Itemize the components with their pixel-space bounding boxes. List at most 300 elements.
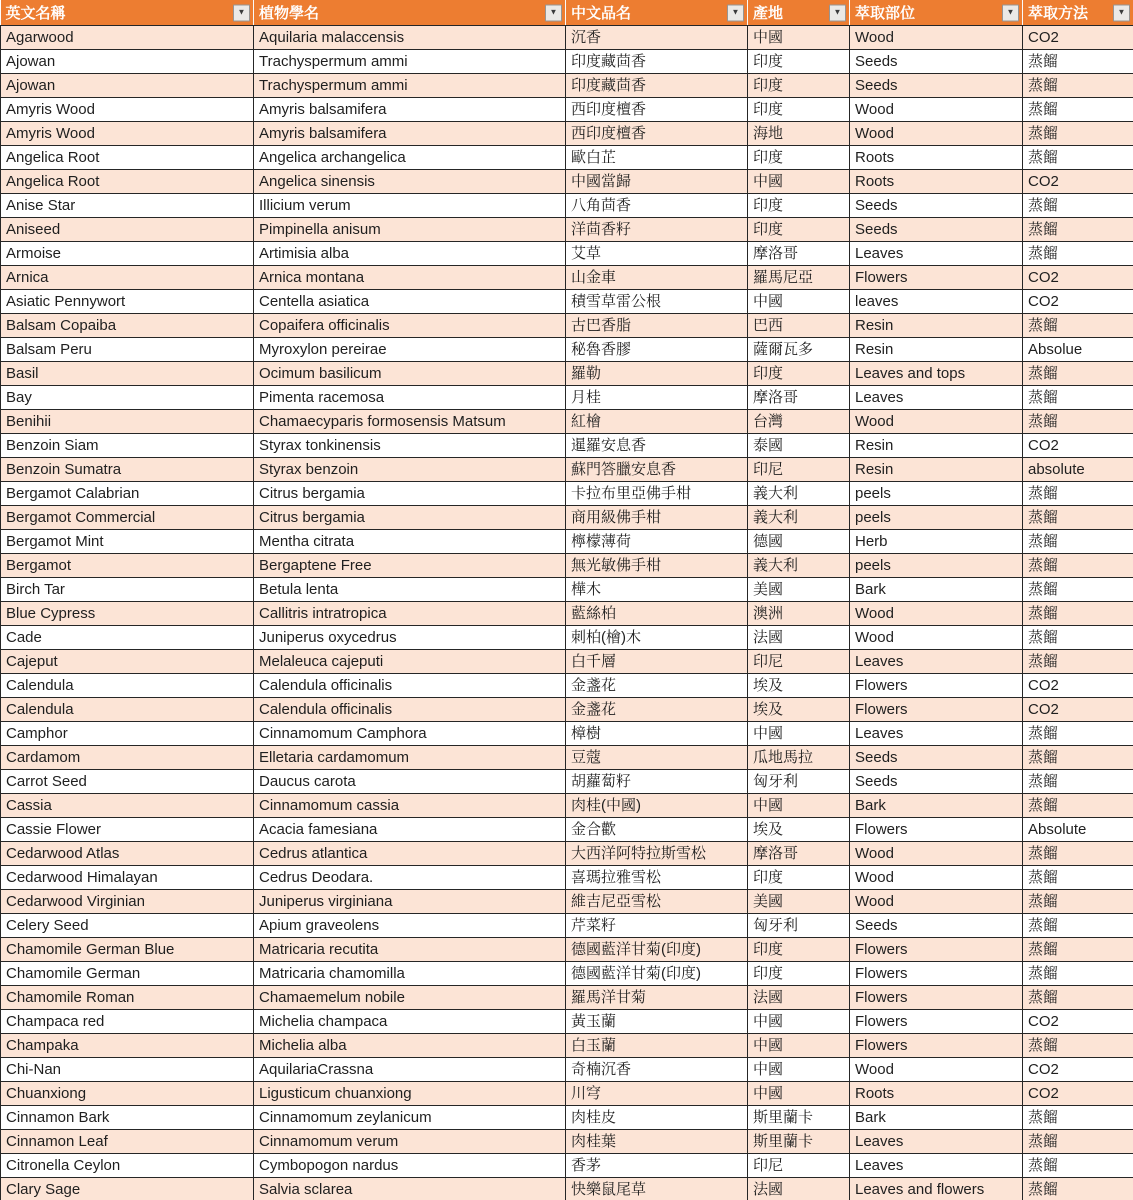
cell-extraction-part[interactable]: Leaves bbox=[850, 386, 1023, 410]
cell-chinese-name[interactable]: 藍絲柏 bbox=[566, 602, 748, 626]
cell-extraction-part[interactable]: leaves bbox=[850, 290, 1023, 314]
cell-chinese-name[interactable]: 奇楠沉香 bbox=[566, 1058, 748, 1082]
cell-extraction-part[interactable]: Flowers bbox=[850, 1010, 1023, 1034]
cell-extraction-part[interactable]: Herb bbox=[850, 530, 1023, 554]
cell-botanical-name[interactable]: Amyris balsamifera bbox=[254, 98, 566, 122]
cell-extraction-part[interactable]: Leaves bbox=[850, 1130, 1023, 1154]
cell-extraction-part[interactable]: Seeds bbox=[850, 74, 1023, 98]
cell-origin[interactable]: 澳洲 bbox=[748, 602, 850, 626]
cell-origin[interactable]: 海地 bbox=[748, 122, 850, 146]
cell-extraction-method[interactable]: 蒸餾 bbox=[1023, 986, 1133, 1010]
cell-origin[interactable]: 印度 bbox=[748, 98, 850, 122]
cell-extraction-part[interactable]: Seeds bbox=[850, 770, 1023, 794]
cell-origin[interactable]: 斯里蘭卡 bbox=[748, 1106, 850, 1130]
cell-english-name[interactable]: Anise Star bbox=[1, 194, 254, 218]
cell-chinese-name[interactable]: 中國當歸 bbox=[566, 170, 748, 194]
cell-extraction-part[interactable]: Flowers bbox=[850, 962, 1023, 986]
cell-botanical-name[interactable]: Cedrus atlantica bbox=[254, 842, 566, 866]
column-header-origin[interactable] bbox=[748, 0, 850, 26]
cell-origin[interactable]: 義大利 bbox=[748, 506, 850, 530]
filter-dropdown-button[interactable] bbox=[829, 4, 846, 21]
column-header-extraction-part[interactable] bbox=[850, 0, 1023, 26]
cell-chinese-name[interactable]: 洋茴香籽 bbox=[566, 218, 748, 242]
cell-botanical-name[interactable]: Ocimum basilicum bbox=[254, 362, 566, 386]
cell-chinese-name[interactable]: 樟樹 bbox=[566, 722, 748, 746]
cell-chinese-name[interactable]: 樺木 bbox=[566, 578, 748, 602]
cell-botanical-name[interactable]: Calendula officinalis bbox=[254, 698, 566, 722]
cell-extraction-part[interactable]: Leaves bbox=[850, 650, 1023, 674]
cell-origin[interactable]: 摩洛哥 bbox=[748, 842, 850, 866]
cell-extraction-method[interactable]: 蒸餾 bbox=[1023, 1178, 1133, 1200]
cell-extraction-part[interactable]: Flowers bbox=[850, 266, 1023, 290]
cell-origin[interactable]: 薩爾瓦多 bbox=[748, 338, 850, 362]
cell-origin[interactable]: 義大利 bbox=[748, 554, 850, 578]
cell-botanical-name[interactable]: Michelia alba bbox=[254, 1034, 566, 1058]
cell-english-name[interactable]: Cedarwood Virginian bbox=[1, 890, 254, 914]
cell-extraction-method[interactable]: 蒸餾 bbox=[1023, 218, 1133, 242]
cell-botanical-name[interactable]: Citrus bergamia bbox=[254, 506, 566, 530]
cell-extraction-method[interactable]: CO2 bbox=[1023, 674, 1133, 698]
cell-english-name[interactable]: Balsam Copaiba bbox=[1, 314, 254, 338]
cell-english-name[interactable]: Champaca red bbox=[1, 1010, 254, 1034]
cell-extraction-method[interactable]: 蒸餾 bbox=[1023, 74, 1133, 98]
cell-origin[interactable]: 埃及 bbox=[748, 674, 850, 698]
cell-extraction-part[interactable]: Seeds bbox=[850, 194, 1023, 218]
cell-english-name[interactable]: Asiatic Pennywort bbox=[1, 290, 254, 314]
cell-extraction-method[interactable]: 蒸餾 bbox=[1023, 530, 1133, 554]
cell-origin[interactable]: 印度 bbox=[748, 146, 850, 170]
cell-extraction-part[interactable]: Leaves and tops bbox=[850, 362, 1023, 386]
cell-extraction-method[interactable]: CO2 bbox=[1023, 434, 1133, 458]
cell-extraction-part[interactable]: Seeds bbox=[850, 914, 1023, 938]
cell-extraction-part[interactable]: Leaves and flowers bbox=[850, 1178, 1023, 1200]
cell-extraction-method[interactable]: 蒸餾 bbox=[1023, 242, 1133, 266]
cell-chinese-name[interactable]: 歐白芷 bbox=[566, 146, 748, 170]
cell-extraction-part[interactable]: Wood bbox=[850, 602, 1023, 626]
cell-chinese-name[interactable]: 紅檜 bbox=[566, 410, 748, 434]
cell-chinese-name[interactable]: 金盞花 bbox=[566, 698, 748, 722]
cell-extraction-part[interactable]: Leaves bbox=[850, 1154, 1023, 1178]
cell-english-name[interactable]: Chuanxiong bbox=[1, 1082, 254, 1106]
cell-english-name[interactable]: Calendula bbox=[1, 698, 254, 722]
cell-botanical-name[interactable]: Myroxylon pereirae bbox=[254, 338, 566, 362]
cell-botanical-name[interactable]: Melaleuca cajeputi bbox=[254, 650, 566, 674]
cell-chinese-name[interactable]: 金盞花 bbox=[566, 674, 748, 698]
cell-extraction-method[interactable]: 蒸餾 bbox=[1023, 890, 1133, 914]
cell-english-name[interactable]: Blue Cypress bbox=[1, 602, 254, 626]
cell-origin[interactable]: 美國 bbox=[748, 890, 850, 914]
cell-extraction-part[interactable]: Wood bbox=[850, 842, 1023, 866]
cell-extraction-method[interactable]: absolute bbox=[1023, 458, 1133, 482]
cell-chinese-name[interactable]: 刺柏(檜)木 bbox=[566, 626, 748, 650]
cell-extraction-part[interactable]: Bark bbox=[850, 794, 1023, 818]
cell-chinese-name[interactable]: 月桂 bbox=[566, 386, 748, 410]
cell-chinese-name[interactable]: 肉桂(中國) bbox=[566, 794, 748, 818]
cell-extraction-part[interactable]: peels bbox=[850, 554, 1023, 578]
cell-english-name[interactable]: Chamomile German Blue bbox=[1, 938, 254, 962]
cell-extraction-part[interactable]: peels bbox=[850, 506, 1023, 530]
cell-origin[interactable]: 匈牙利 bbox=[748, 770, 850, 794]
cell-extraction-method[interactable]: 蒸餾 bbox=[1023, 794, 1133, 818]
cell-botanical-name[interactable]: Aquilaria malaccensis bbox=[254, 26, 566, 50]
cell-english-name[interactable]: Balsam Peru bbox=[1, 338, 254, 362]
cell-origin[interactable]: 印度 bbox=[748, 938, 850, 962]
cell-chinese-name[interactable]: 肉桂皮 bbox=[566, 1106, 748, 1130]
cell-extraction-part[interactable]: Wood bbox=[850, 26, 1023, 50]
cell-english-name[interactable]: Benzoin Siam bbox=[1, 434, 254, 458]
cell-extraction-method[interactable]: 蒸餾 bbox=[1023, 1154, 1133, 1178]
cell-botanical-name[interactable]: Bergaptene Free bbox=[254, 554, 566, 578]
cell-botanical-name[interactable]: Cinnamomum zeylanicum bbox=[254, 1106, 566, 1130]
cell-chinese-name[interactable]: 胡蘿蔔籽 bbox=[566, 770, 748, 794]
cell-extraction-method[interactable]: 蒸餾 bbox=[1023, 962, 1133, 986]
cell-extraction-part[interactable]: Flowers bbox=[850, 986, 1023, 1010]
cell-extraction-part[interactable]: peels bbox=[850, 482, 1023, 506]
cell-botanical-name[interactable]: Elletaria cardamomum bbox=[254, 746, 566, 770]
cell-chinese-name[interactable]: 快樂鼠尾草 bbox=[566, 1178, 748, 1200]
cell-botanical-name[interactable]: Callitris intratropica bbox=[254, 602, 566, 626]
filter-dropdown-button[interactable] bbox=[1113, 4, 1130, 21]
cell-botanical-name[interactable]: Copaifera officinalis bbox=[254, 314, 566, 338]
cell-extraction-part[interactable]: Roots bbox=[850, 146, 1023, 170]
cell-extraction-method[interactable]: 蒸餾 bbox=[1023, 386, 1133, 410]
cell-origin[interactable]: 德國 bbox=[748, 530, 850, 554]
cell-chinese-name[interactable]: 八角茴香 bbox=[566, 194, 748, 218]
cell-origin[interactable]: 中國 bbox=[748, 170, 850, 194]
cell-english-name[interactable]: Bay bbox=[1, 386, 254, 410]
cell-english-name[interactable]: Amyris Wood bbox=[1, 98, 254, 122]
cell-english-name[interactable]: Chamomile Roman bbox=[1, 986, 254, 1010]
cell-english-name[interactable]: Camphor bbox=[1, 722, 254, 746]
column-header-chinese-name[interactable] bbox=[566, 0, 748, 26]
cell-english-name[interactable]: Bergamot bbox=[1, 554, 254, 578]
cell-extraction-part[interactable]: Bark bbox=[850, 578, 1023, 602]
cell-botanical-name[interactable]: Citrus bergamia bbox=[254, 482, 566, 506]
cell-english-name[interactable]: Cedarwood Atlas bbox=[1, 842, 254, 866]
cell-english-name[interactable]: Champaka bbox=[1, 1034, 254, 1058]
cell-english-name[interactable]: Benzoin Sumatra bbox=[1, 458, 254, 482]
cell-extraction-method[interactable]: 蒸餾 bbox=[1023, 746, 1133, 770]
cell-extraction-method[interactable]: 蒸餾 bbox=[1023, 1106, 1133, 1130]
cell-botanical-name[interactable]: Acacia famesiana bbox=[254, 818, 566, 842]
cell-extraction-method[interactable]: CO2 bbox=[1023, 1058, 1133, 1082]
cell-botanical-name[interactable]: Arnica montana bbox=[254, 266, 566, 290]
cell-english-name[interactable]: Cassie Flower bbox=[1, 818, 254, 842]
cell-chinese-name[interactable]: 白千層 bbox=[566, 650, 748, 674]
cell-origin[interactable]: 羅馬尼亞 bbox=[748, 266, 850, 290]
cell-origin[interactable]: 法國 bbox=[748, 1178, 850, 1200]
cell-english-name[interactable]: Basil bbox=[1, 362, 254, 386]
cell-chinese-name[interactable]: 檸檬薄荷 bbox=[566, 530, 748, 554]
cell-botanical-name[interactable]: Cinnamomum cassia bbox=[254, 794, 566, 818]
cell-botanical-name[interactable]: Salvia sclarea bbox=[254, 1178, 566, 1200]
cell-origin[interactable]: 中國 bbox=[748, 794, 850, 818]
cell-chinese-name[interactable]: 喜瑪拉雅雪松 bbox=[566, 866, 748, 890]
cell-english-name[interactable]: Chi-Nan bbox=[1, 1058, 254, 1082]
cell-english-name[interactable]: Arnica bbox=[1, 266, 254, 290]
cell-english-name[interactable]: Bergamot Commercial bbox=[1, 506, 254, 530]
cell-english-name[interactable]: Carrot Seed bbox=[1, 770, 254, 794]
cell-botanical-name[interactable]: Michelia champaca bbox=[254, 1010, 566, 1034]
cell-extraction-part[interactable]: Leaves bbox=[850, 722, 1023, 746]
cell-origin[interactable]: 印度 bbox=[748, 962, 850, 986]
cell-extraction-method[interactable]: 蒸餾 bbox=[1023, 50, 1133, 74]
cell-extraction-method[interactable]: 蒸餾 bbox=[1023, 866, 1133, 890]
cell-botanical-name[interactable]: Calendula officinalis bbox=[254, 674, 566, 698]
cell-chinese-name[interactable]: 蘇門答臘安息香 bbox=[566, 458, 748, 482]
cell-botanical-name[interactable]: Angelica sinensis bbox=[254, 170, 566, 194]
cell-extraction-part[interactable]: Wood bbox=[850, 410, 1023, 434]
cell-english-name[interactable]: Citronella Ceylon bbox=[1, 1154, 254, 1178]
cell-extraction-method[interactable]: 蒸餾 bbox=[1023, 194, 1133, 218]
cell-extraction-method[interactable]: 蒸餾 bbox=[1023, 482, 1133, 506]
cell-extraction-method[interactable]: 蒸餾 bbox=[1023, 770, 1133, 794]
column-header-botanical-name[interactable] bbox=[254, 0, 566, 26]
cell-botanical-name[interactable]: Cedrus Deodara. bbox=[254, 866, 566, 890]
cell-chinese-name[interactable]: 芹菜籽 bbox=[566, 914, 748, 938]
cell-extraction-method[interactable]: Absolue bbox=[1023, 338, 1133, 362]
cell-english-name[interactable]: Angelica Root bbox=[1, 170, 254, 194]
cell-extraction-part[interactable]: Seeds bbox=[850, 746, 1023, 770]
filter-dropdown-button[interactable] bbox=[545, 4, 562, 21]
cell-botanical-name[interactable]: Styrax tonkinensis bbox=[254, 434, 566, 458]
cell-chinese-name[interactable]: 山金車 bbox=[566, 266, 748, 290]
cell-origin[interactable]: 摩洛哥 bbox=[748, 386, 850, 410]
cell-extraction-method[interactable]: CO2 bbox=[1023, 266, 1133, 290]
cell-chinese-name[interactable]: 艾草 bbox=[566, 242, 748, 266]
cell-origin[interactable]: 印度 bbox=[748, 218, 850, 242]
cell-english-name[interactable]: Bergamot Calabrian bbox=[1, 482, 254, 506]
cell-origin[interactable]: 中國 bbox=[748, 1034, 850, 1058]
cell-extraction-method[interactable]: 蒸餾 bbox=[1023, 1130, 1133, 1154]
cell-extraction-method[interactable]: Absolute bbox=[1023, 818, 1133, 842]
cell-extraction-method[interactable]: 蒸餾 bbox=[1023, 914, 1133, 938]
cell-botanical-name[interactable]: Illicium verum bbox=[254, 194, 566, 218]
cell-chinese-name[interactable]: 羅馬洋甘菊 bbox=[566, 986, 748, 1010]
cell-english-name[interactable]: Cinnamon Leaf bbox=[1, 1130, 254, 1154]
cell-origin[interactable]: 印度 bbox=[748, 74, 850, 98]
cell-extraction-part[interactable]: Resin bbox=[850, 458, 1023, 482]
cell-origin[interactable]: 泰國 bbox=[748, 434, 850, 458]
cell-english-name[interactable]: Benihii bbox=[1, 410, 254, 434]
cell-origin[interactable]: 印度 bbox=[748, 866, 850, 890]
cell-botanical-name[interactable]: Matricaria chamomilla bbox=[254, 962, 566, 986]
cell-extraction-method[interactable]: 蒸餾 bbox=[1023, 410, 1133, 434]
cell-origin[interactable]: 義大利 bbox=[748, 482, 850, 506]
cell-english-name[interactable]: Angelica Root bbox=[1, 146, 254, 170]
cell-botanical-name[interactable]: Pimenta racemosa bbox=[254, 386, 566, 410]
cell-origin[interactable]: 巴西 bbox=[748, 314, 850, 338]
cell-extraction-method[interactable]: 蒸餾 bbox=[1023, 938, 1133, 962]
cell-english-name[interactable]: Calendula bbox=[1, 674, 254, 698]
cell-chinese-name[interactable]: 印度藏茴香 bbox=[566, 50, 748, 74]
cell-extraction-method[interactable]: CO2 bbox=[1023, 26, 1133, 50]
cell-extraction-method[interactable]: 蒸餾 bbox=[1023, 98, 1133, 122]
cell-extraction-part[interactable]: Roots bbox=[850, 170, 1023, 194]
cell-extraction-method[interactable]: 蒸餾 bbox=[1023, 722, 1133, 746]
cell-botanical-name[interactable]: Chamaemelum nobile bbox=[254, 986, 566, 1010]
cell-english-name[interactable]: Aniseed bbox=[1, 218, 254, 242]
cell-origin[interactable]: 中國 bbox=[748, 1010, 850, 1034]
cell-botanical-name[interactable]: Centella asiatica bbox=[254, 290, 566, 314]
cell-extraction-part[interactable]: Seeds bbox=[850, 218, 1023, 242]
cell-extraction-part[interactable]: Wood bbox=[850, 866, 1023, 890]
cell-origin[interactable]: 瓜地馬拉 bbox=[748, 746, 850, 770]
cell-english-name[interactable]: Cinnamon Bark bbox=[1, 1106, 254, 1130]
cell-english-name[interactable]: Birch Tar bbox=[1, 578, 254, 602]
cell-extraction-part[interactable]: Flowers bbox=[850, 938, 1023, 962]
cell-origin[interactable]: 印度 bbox=[748, 362, 850, 386]
cell-origin[interactable]: 中國 bbox=[748, 1082, 850, 1106]
cell-botanical-name[interactable]: Trachyspermum ammi bbox=[254, 50, 566, 74]
cell-extraction-part[interactable]: Wood bbox=[850, 98, 1023, 122]
cell-chinese-name[interactable]: 維吉尼亞雪松 bbox=[566, 890, 748, 914]
cell-extraction-part[interactable]: Flowers bbox=[850, 1034, 1023, 1058]
cell-english-name[interactable]: Bergamot Mint bbox=[1, 530, 254, 554]
cell-extraction-method[interactable]: 蒸餾 bbox=[1023, 362, 1133, 386]
cell-origin[interactable]: 法國 bbox=[748, 986, 850, 1010]
cell-extraction-method[interactable]: CO2 bbox=[1023, 1082, 1133, 1106]
cell-botanical-name[interactable]: Apium graveolens bbox=[254, 914, 566, 938]
cell-english-name[interactable]: Armoise bbox=[1, 242, 254, 266]
cell-extraction-part[interactable]: Flowers bbox=[850, 818, 1023, 842]
cell-origin[interactable]: 印尼 bbox=[748, 458, 850, 482]
cell-extraction-method[interactable]: 蒸餾 bbox=[1023, 578, 1133, 602]
cell-botanical-name[interactable]: AquilariaCrassna bbox=[254, 1058, 566, 1082]
cell-extraction-method[interactable]: CO2 bbox=[1023, 1010, 1133, 1034]
cell-extraction-method[interactable]: 蒸餾 bbox=[1023, 122, 1133, 146]
cell-chinese-name[interactable]: 德國藍洋甘菊(印度) bbox=[566, 962, 748, 986]
cell-botanical-name[interactable]: Mentha citrata bbox=[254, 530, 566, 554]
cell-origin[interactable]: 匈牙利 bbox=[748, 914, 850, 938]
cell-extraction-method[interactable]: 蒸餾 bbox=[1023, 554, 1133, 578]
cell-english-name[interactable]: Ajowan bbox=[1, 74, 254, 98]
cell-extraction-method[interactable]: CO2 bbox=[1023, 290, 1133, 314]
cell-extraction-method[interactable]: CO2 bbox=[1023, 698, 1133, 722]
cell-english-name[interactable]: Cade bbox=[1, 626, 254, 650]
cell-botanical-name[interactable]: Styrax benzoin bbox=[254, 458, 566, 482]
cell-chinese-name[interactable]: 無光敏佛手柑 bbox=[566, 554, 748, 578]
cell-chinese-name[interactable]: 羅勒 bbox=[566, 362, 748, 386]
cell-chinese-name[interactable]: 香茅 bbox=[566, 1154, 748, 1178]
cell-origin[interactable]: 埃及 bbox=[748, 698, 850, 722]
cell-chinese-name[interactable]: 黃玉蘭 bbox=[566, 1010, 748, 1034]
cell-extraction-part[interactable]: Roots bbox=[850, 1082, 1023, 1106]
cell-english-name[interactable]: Chamomile German bbox=[1, 962, 254, 986]
cell-chinese-name[interactable]: 西印度檀香 bbox=[566, 98, 748, 122]
cell-extraction-method[interactable]: 蒸餾 bbox=[1023, 146, 1133, 170]
cell-extraction-part[interactable]: Wood bbox=[850, 626, 1023, 650]
cell-origin[interactable]: 美國 bbox=[748, 578, 850, 602]
cell-extraction-method[interactable]: 蒸餾 bbox=[1023, 626, 1133, 650]
cell-botanical-name[interactable]: Pimpinella anisum bbox=[254, 218, 566, 242]
cell-botanical-name[interactable]: Trachyspermum ammi bbox=[254, 74, 566, 98]
cell-origin[interactable]: 摩洛哥 bbox=[748, 242, 850, 266]
cell-chinese-name[interactable]: 白玉蘭 bbox=[566, 1034, 748, 1058]
cell-extraction-part[interactable]: Flowers bbox=[850, 698, 1023, 722]
cell-extraction-part[interactable]: Resin bbox=[850, 314, 1023, 338]
cell-extraction-part[interactable]: Bark bbox=[850, 1106, 1023, 1130]
cell-extraction-part[interactable]: Wood bbox=[850, 890, 1023, 914]
cell-chinese-name[interactable]: 豆蔻 bbox=[566, 746, 748, 770]
filter-dropdown-button[interactable] bbox=[727, 4, 744, 21]
cell-chinese-name[interactable]: 秘魯香膠 bbox=[566, 338, 748, 362]
cell-extraction-part[interactable]: Wood bbox=[850, 1058, 1023, 1082]
cell-english-name[interactable]: Cardamom bbox=[1, 746, 254, 770]
cell-chinese-name[interactable]: 肉桂葉 bbox=[566, 1130, 748, 1154]
cell-extraction-method[interactable]: 蒸餾 bbox=[1023, 1034, 1133, 1058]
cell-origin[interactable]: 中國 bbox=[748, 290, 850, 314]
filter-dropdown-button[interactable] bbox=[233, 4, 250, 21]
cell-chinese-name[interactable]: 積雪草雷公根 bbox=[566, 290, 748, 314]
cell-extraction-method[interactable]: 蒸餾 bbox=[1023, 650, 1133, 674]
cell-botanical-name[interactable]: Cinnamomum verum bbox=[254, 1130, 566, 1154]
cell-chinese-name[interactable]: 川穹 bbox=[566, 1082, 748, 1106]
cell-chinese-name[interactable]: 暹羅安息香 bbox=[566, 434, 748, 458]
cell-origin[interactable]: 中國 bbox=[748, 1058, 850, 1082]
cell-extraction-part[interactable]: Flowers bbox=[850, 674, 1023, 698]
cell-origin[interactable]: 印尼 bbox=[748, 1154, 850, 1178]
cell-botanical-name[interactable]: Chamaecyparis formosensis Matsum bbox=[254, 410, 566, 434]
cell-chinese-name[interactable]: 沉香 bbox=[566, 26, 748, 50]
cell-extraction-method[interactable]: 蒸餾 bbox=[1023, 314, 1133, 338]
cell-english-name[interactable]: Clary Sage bbox=[1, 1178, 254, 1200]
column-header-extraction-method[interactable] bbox=[1023, 0, 1133, 26]
cell-origin[interactable]: 印度 bbox=[748, 50, 850, 74]
cell-chinese-name[interactable]: 古巴香脂 bbox=[566, 314, 748, 338]
cell-botanical-name[interactable]: Matricaria recutita bbox=[254, 938, 566, 962]
cell-english-name[interactable]: Celery Seed bbox=[1, 914, 254, 938]
cell-botanical-name[interactable]: Juniperus oxycedrus bbox=[254, 626, 566, 650]
cell-origin[interactable]: 印尼 bbox=[748, 650, 850, 674]
cell-botanical-name[interactable]: Daucus carota bbox=[254, 770, 566, 794]
cell-english-name[interactable]: Amyris Wood bbox=[1, 122, 254, 146]
cell-extraction-method[interactable]: 蒸餾 bbox=[1023, 602, 1133, 626]
cell-botanical-name[interactable]: Juniperus virginiana bbox=[254, 890, 566, 914]
cell-extraction-method[interactable]: CO2 bbox=[1023, 170, 1133, 194]
cell-extraction-part[interactable]: Leaves bbox=[850, 242, 1023, 266]
cell-english-name[interactable]: Cassia bbox=[1, 794, 254, 818]
cell-chinese-name[interactable]: 卡拉布里亞佛手柑 bbox=[566, 482, 748, 506]
cell-chinese-name[interactable]: 金合歡 bbox=[566, 818, 748, 842]
cell-origin[interactable]: 中國 bbox=[748, 26, 850, 50]
cell-extraction-part[interactable]: Seeds bbox=[850, 50, 1023, 74]
cell-botanical-name[interactable]: Cinnamomum Camphora bbox=[254, 722, 566, 746]
cell-extraction-method[interactable]: 蒸餾 bbox=[1023, 842, 1133, 866]
cell-chinese-name[interactable]: 西印度檀香 bbox=[566, 122, 748, 146]
cell-extraction-part[interactable]: Wood bbox=[850, 122, 1023, 146]
cell-english-name[interactable]: Cajeput bbox=[1, 650, 254, 674]
cell-extraction-part[interactable]: Resin bbox=[850, 434, 1023, 458]
cell-extraction-part[interactable]: Resin bbox=[850, 338, 1023, 362]
cell-botanical-name[interactable]: Artimisia alba bbox=[254, 242, 566, 266]
cell-extraction-method[interactable]: 蒸餾 bbox=[1023, 506, 1133, 530]
cell-origin[interactable]: 台灣 bbox=[748, 410, 850, 434]
cell-botanical-name[interactable]: Betula lenta bbox=[254, 578, 566, 602]
cell-origin[interactable]: 印度 bbox=[748, 194, 850, 218]
cell-origin[interactable]: 斯里蘭卡 bbox=[748, 1130, 850, 1154]
cell-english-name[interactable]: Ajowan bbox=[1, 50, 254, 74]
cell-chinese-name[interactable]: 印度藏茴香 bbox=[566, 74, 748, 98]
cell-english-name[interactable]: Cedarwood Himalayan bbox=[1, 866, 254, 890]
cell-chinese-name[interactable]: 大西洋阿特拉斯雪松 bbox=[566, 842, 748, 866]
cell-botanical-name[interactable]: Ligusticum chuanxiong bbox=[254, 1082, 566, 1106]
column-header-english-name[interactable] bbox=[1, 0, 254, 26]
cell-botanical-name[interactable]: Cymbopogon nardus bbox=[254, 1154, 566, 1178]
cell-origin[interactable]: 法國 bbox=[748, 626, 850, 650]
filter-dropdown-button[interactable] bbox=[1002, 4, 1019, 21]
cell-botanical-name[interactable]: Angelica archangelica bbox=[254, 146, 566, 170]
